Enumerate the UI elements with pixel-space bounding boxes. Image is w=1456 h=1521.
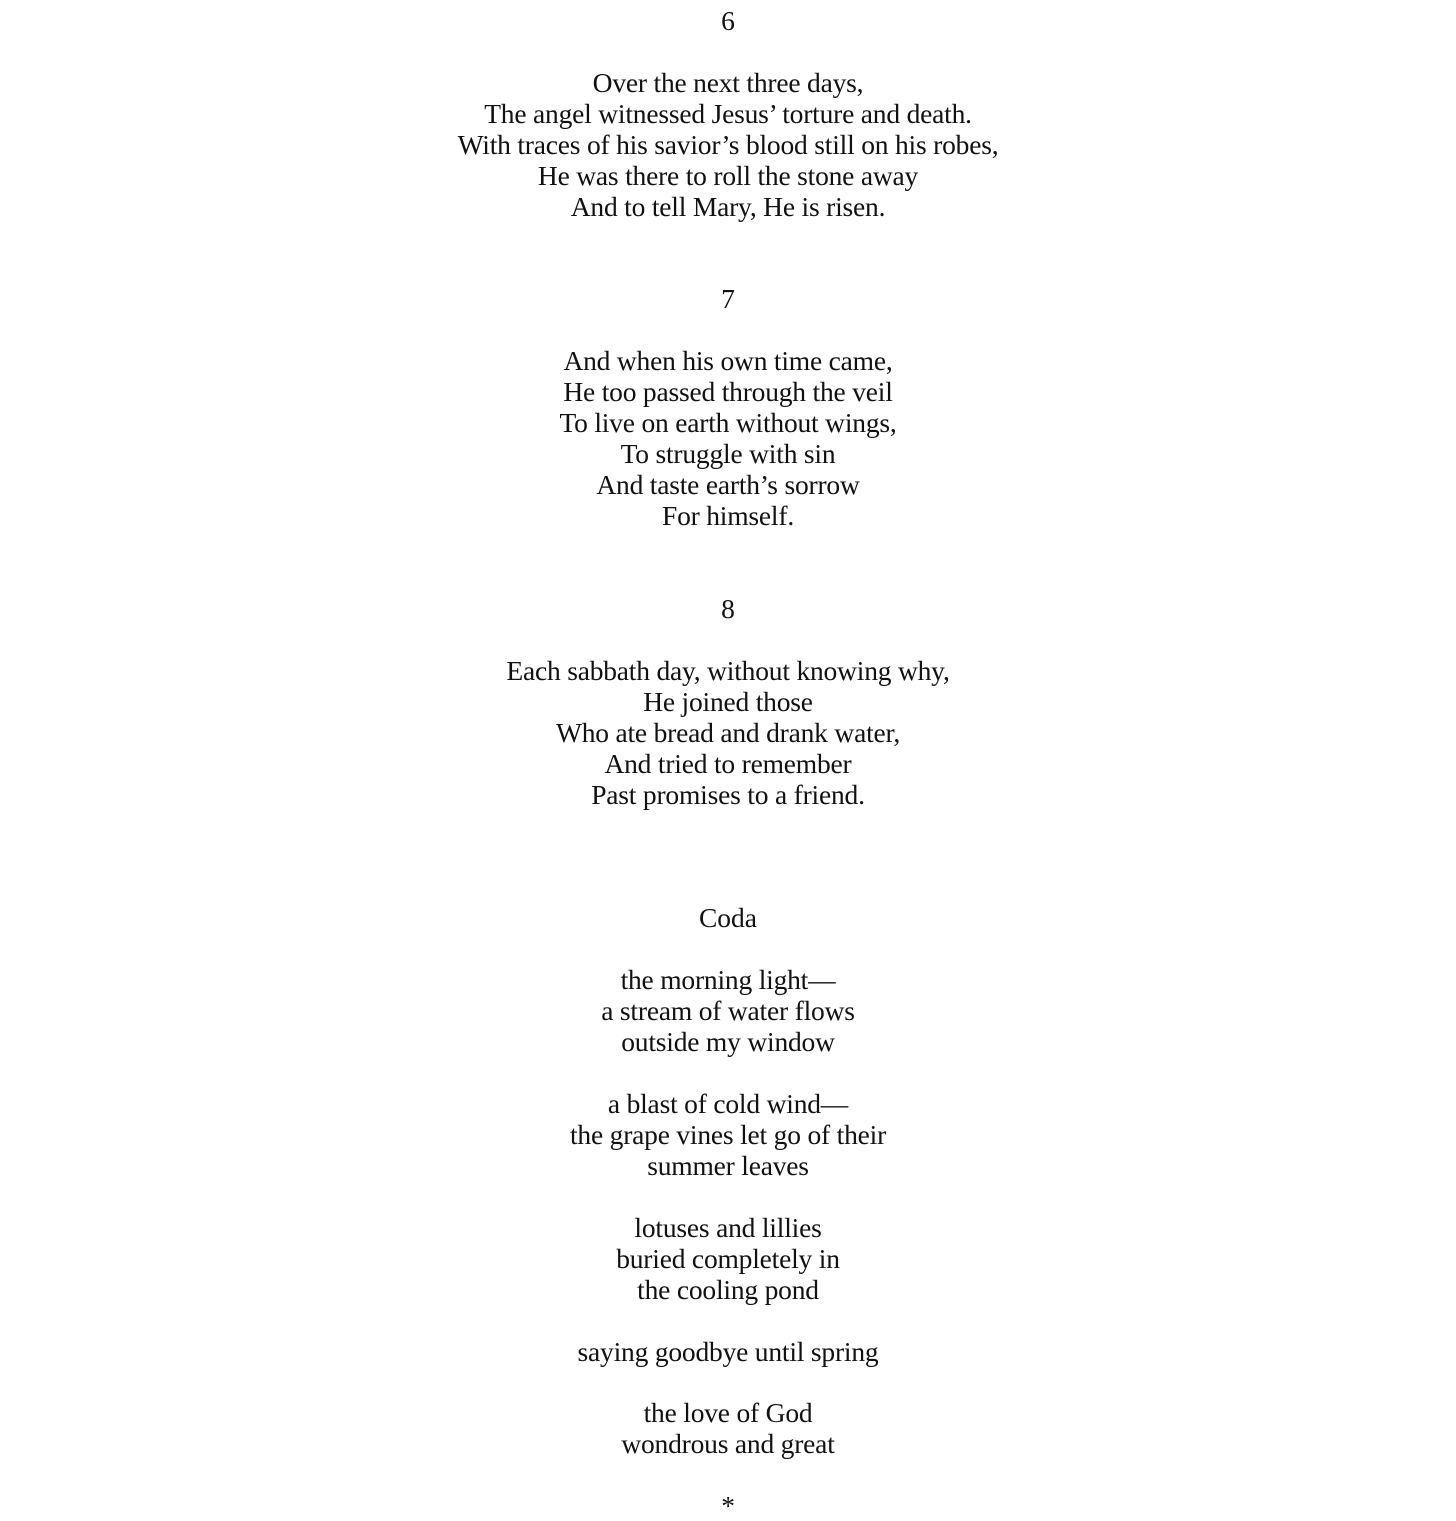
- poem-line: For himself.: [661, 500, 795, 531]
- poem-line: Over the next three days,: [592, 67, 864, 98]
- poem-line: To live on earth without wings,: [559, 407, 897, 438]
- poem-line: To struggle with sin: [620, 438, 836, 469]
- coda-line: summer leaves: [647, 1150, 809, 1181]
- coda-line: outside my window: [621, 1026, 835, 1057]
- coda-line: lotuses and lillies: [634, 1212, 822, 1243]
- coda-line: buried completely in: [616, 1243, 840, 1274]
- poem-line: With traces of his savior’s blood still on his robes,: [457, 129, 999, 160]
- poem-line: And to tell Mary, He is risen.: [570, 191, 886, 222]
- coda-line: saying goodbye until spring: [577, 1336, 879, 1367]
- end-mark: *: [721, 1490, 735, 1521]
- poem-line: And when his own time came,: [563, 345, 893, 376]
- poem-line: He was there to roll the stone away: [537, 160, 919, 191]
- section-number-7: 7: [721, 283, 735, 314]
- coda-line: the morning light—: [620, 964, 836, 995]
- poem-line: The angel witnessed Jesus’ torture and death.: [484, 98, 972, 129]
- poem-line: Who ate bread and drank water,: [555, 717, 901, 748]
- section-number-6: 6: [721, 5, 735, 36]
- poem-line: And tried to remember: [604, 748, 852, 779]
- poem-line: Past promises to a friend.: [591, 779, 865, 810]
- coda-title: Coda: [698, 902, 758, 933]
- poem-line: Each sabbath day, without knowing why,: [506, 655, 950, 686]
- poem-line: He joined those: [643, 686, 813, 717]
- poem-line: He too passed through the veil: [563, 376, 893, 407]
- coda-line: a blast of cold wind—: [607, 1088, 849, 1119]
- coda-line: the grape vines let go of their: [569, 1119, 887, 1150]
- coda-line: a stream of water flows: [601, 995, 855, 1026]
- coda-line: the cooling pond: [637, 1274, 819, 1305]
- coda-line: the love of God: [643, 1397, 813, 1428]
- poem-line: And taste earth’s sorrow: [596, 469, 860, 500]
- section-number-8: 8: [721, 593, 735, 624]
- coda-line: wondrous and great: [621, 1428, 835, 1459]
